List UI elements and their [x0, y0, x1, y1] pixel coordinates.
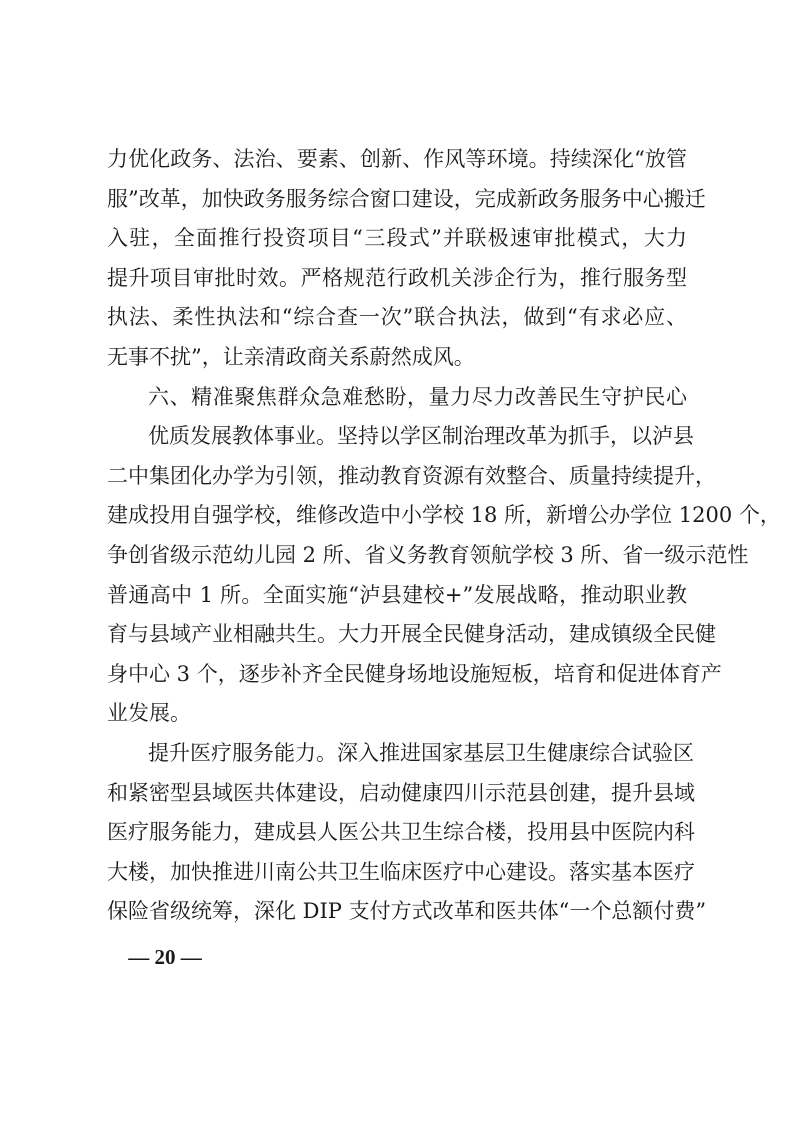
text-line: 大楼，加快推进川南公共卫生临床医疗中心建设。落实基本医疗 — [107, 859, 695, 884]
text-line: 服”改革，加快政务服务综合窗口建设，完成新政务服务中心搬迁 — [107, 186, 706, 211]
paragraph-start-line: 优质发展教体事业。坚持以学区制治理改革为抓手，以泸县 — [148, 424, 694, 449]
text-line: 普通高中 1 所。全面实施“泸县建校+”发展战略，推动职业教 — [107, 582, 687, 607]
text-line: 建成投用自强学校，维修改造中小学校 18 所，新增公办学位 1200 个， — [107, 503, 781, 528]
text-line: 无事不扰”，让亲清政商关系蔚然成风。 — [107, 345, 475, 369]
text-line: 入驻，全面推行投资项目“三段式”并联极速审批模式，大力 — [107, 226, 687, 251]
text-line: 争创省级示范幼儿园 2 所、省义务教育领航学校 3 所、省一级示范性 — [107, 543, 749, 567]
section-heading: 六、精准聚焦群众急难愁盼，量力尽力改善民生守护民心 — [148, 384, 687, 409]
text-line: 育与县域产业相融共生。大力开展全民健身活动，建成镇级全民健 — [107, 622, 716, 647]
page-number: — 20 — — [128, 945, 202, 969]
text-line: 二中集团化办学为引领，推动教育资源有效整合、质量持续提升， — [107, 463, 716, 488]
text-line: 医疗服务能力，建成县人医公共卫生综合楼，投用县中医院内科 — [107, 820, 695, 845]
text-line: 执法、柔性执法和“综合查一次”联合执法，做到“有求必应、 — [107, 305, 687, 330]
text-line: 业发展。 — [107, 701, 191, 726]
paragraph-start-line: 提升医疗服务能力。深入推进国家基层卫生健康综合试验区 — [148, 741, 694, 765]
text-line: 身中心 3 个，逐步补齐全民健身场地设施短板，培育和促进体育产 — [107, 661, 722, 686]
text-line: 提升项目审批时效。严格规范行政机关涉企行为，推行服务型 — [107, 265, 687, 290]
text-line: 和紧密型县域医共体建设，启动健康四川示范县创建，提升县域 — [107, 780, 695, 805]
text-line: 保险省级统筹，深化 DIP 支付方式改革和医共体“一个总额付费” — [107, 899, 707, 924]
text-line: 力优化政务、法治、要素、创新、作风等环境。持续深化“放管 — [107, 147, 687, 171]
